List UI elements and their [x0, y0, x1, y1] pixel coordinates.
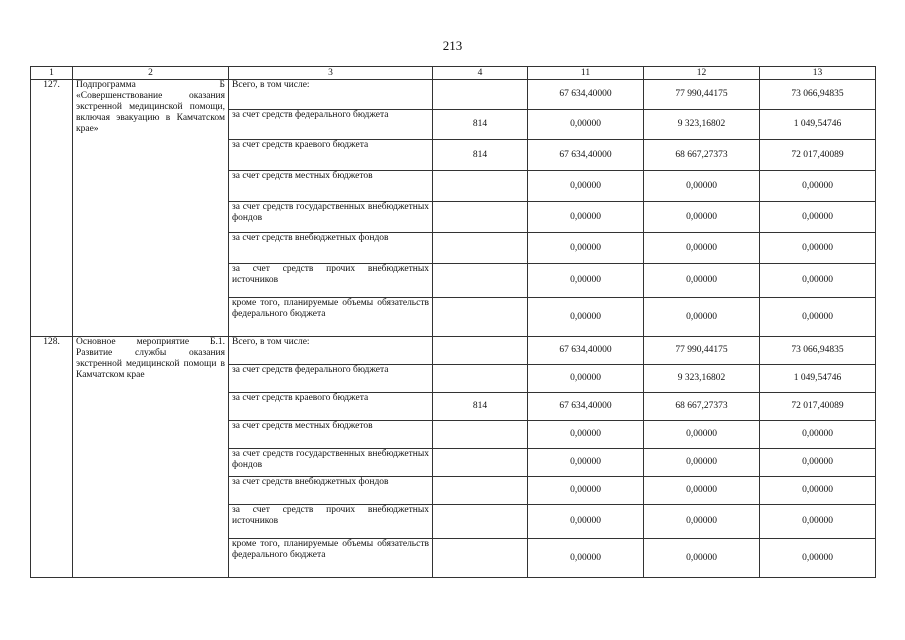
value-col-13: 1 049,54746 [760, 365, 876, 393]
value-col-13: 0,00000 [760, 421, 876, 449]
column-header: 12 [644, 67, 760, 80]
budget-code: 814 [433, 110, 528, 140]
funding-source: за счет средств краевого бюджета [229, 140, 433, 171]
program-name: Подпрограмма Б «Совершенствование оказания экстренной медицинской помощи, включая эвакуацию в Камчатском крае» [73, 80, 229, 337]
value-col-11: 0,00000 [528, 202, 644, 233]
value-col-11: 67 634,40000 [528, 140, 644, 171]
budget-code [433, 337, 528, 365]
funding-source: за счет средств местных бюджетов [229, 421, 433, 449]
row-number: 128. [31, 337, 73, 578]
value-col-12: 0,00000 [644, 421, 760, 449]
column-header: 3 [229, 67, 433, 80]
row-number: 127. [31, 80, 73, 337]
budget-code [433, 80, 528, 110]
value-col-13: 0,00000 [760, 264, 876, 298]
value-col-13: 0,00000 [760, 171, 876, 202]
funding-source: за счет средств федерального бюджета [229, 110, 433, 140]
value-col-11: 0,00000 [528, 421, 644, 449]
column-header: 2 [73, 67, 229, 80]
funding-source: кроме того, планируемые объемы обязательств федерального бюджета [229, 298, 433, 337]
budget-code: 814 [433, 140, 528, 171]
page-number: 213 [442, 38, 463, 53]
value-col-13: 72 017,40089 [760, 140, 876, 171]
value-col-11: 67 634,40000 [528, 80, 644, 110]
value-col-11: 0,00000 [528, 233, 644, 264]
value-col-13: 72 017,40089 [760, 393, 876, 421]
value-col-11: 0,00000 [528, 449, 644, 477]
budget-code [433, 449, 528, 477]
value-col-12: 0,00000 [644, 233, 760, 264]
funding-source: за счет средств прочих внебюджетных источников [229, 264, 433, 298]
value-col-11: 0,00000 [528, 171, 644, 202]
column-header: 13 [760, 67, 876, 80]
value-col-11: 67 634,40000 [528, 337, 644, 365]
budget-code [433, 264, 528, 298]
budget-code [433, 202, 528, 233]
value-col-13: 73 066,94835 [760, 80, 876, 110]
value-col-11: 0,00000 [528, 477, 644, 505]
value-col-12: 0,00000 [644, 202, 760, 233]
value-col-12: 0,00000 [644, 477, 760, 505]
value-col-11: 0,00000 [528, 110, 644, 140]
budget-table [30, 66, 876, 578]
column-header: 11 [528, 67, 644, 80]
budget-code [433, 171, 528, 202]
program-name: Основное мероприятие Б.1. Развитие службы оказания экстренной медицинской помощи в Камчатском крае [73, 337, 229, 578]
value-col-12: 0,00000 [644, 298, 760, 337]
value-col-12: 77 990,44175 [644, 337, 760, 365]
value-col-12: 0,00000 [644, 171, 760, 202]
budget-code [433, 233, 528, 264]
value-col-13: 73 066,94835 [760, 337, 876, 365]
value-col-13: 0,00000 [760, 233, 876, 264]
header-row [31, 67, 876, 80]
value-col-12: 68 667,27373 [644, 393, 760, 421]
value-col-12: 0,00000 [644, 264, 760, 298]
funding-source: за счет средств местных бюджетов [229, 171, 433, 202]
budget-code [433, 477, 528, 505]
value-col-11: 0,00000 [528, 505, 644, 539]
budget-code [433, 505, 528, 539]
value-col-12: 0,00000 [644, 449, 760, 477]
table-row [31, 337, 876, 365]
funding-source: за счет средств краевого бюджета [229, 393, 433, 421]
table-row [31, 80, 876, 110]
value-col-12: 68 667,27373 [644, 140, 760, 171]
value-col-12: 0,00000 [644, 539, 760, 578]
value-col-13: 0,00000 [760, 539, 876, 578]
funding-source: за счет средств прочих внебюджетных источников [229, 505, 433, 539]
budget-code [433, 539, 528, 578]
value-col-11: 0,00000 [528, 264, 644, 298]
column-header: 1 [31, 67, 73, 80]
value-col-13: 0,00000 [760, 477, 876, 505]
value-col-13: 0,00000 [760, 449, 876, 477]
funding-source: Всего, в том числе: [229, 337, 433, 365]
value-col-13: 0,00000 [760, 298, 876, 337]
funding-source: за счет средств государственных внебюджетных фондов [229, 202, 433, 233]
budget-code: 814 [433, 393, 528, 421]
value-col-11: 0,00000 [528, 539, 644, 578]
funding-source: за счет средств внебюджетных фондов [229, 233, 433, 264]
value-col-13: 0,00000 [760, 202, 876, 233]
funding-source: Всего, в том числе: [229, 80, 433, 110]
column-header: 4 [433, 67, 528, 80]
budget-code [433, 365, 528, 393]
value-col-12: 9 323,16802 [644, 110, 760, 140]
funding-source: за счет средств федерального бюджета [229, 365, 433, 393]
budget-code [433, 421, 528, 449]
budget-code [433, 298, 528, 337]
table-body [31, 80, 876, 578]
funding-source: кроме того, планируемые объемы обязательств федерального бюджета [229, 539, 433, 578]
value-col-13: 1 049,54746 [760, 110, 876, 140]
value-col-12: 9 323,16802 [644, 365, 760, 393]
value-col-12: 0,00000 [644, 505, 760, 539]
value-col-11: 0,00000 [528, 365, 644, 393]
value-col-12: 77 990,44175 [644, 80, 760, 110]
funding-source: за счет средств внебюджетных фондов [229, 477, 433, 505]
funding-source: за счет средств государственных внебюджетных фондов [229, 449, 433, 477]
value-col-11: 0,00000 [528, 298, 644, 337]
value-col-13: 0,00000 [760, 505, 876, 539]
value-col-11: 67 634,40000 [528, 393, 644, 421]
